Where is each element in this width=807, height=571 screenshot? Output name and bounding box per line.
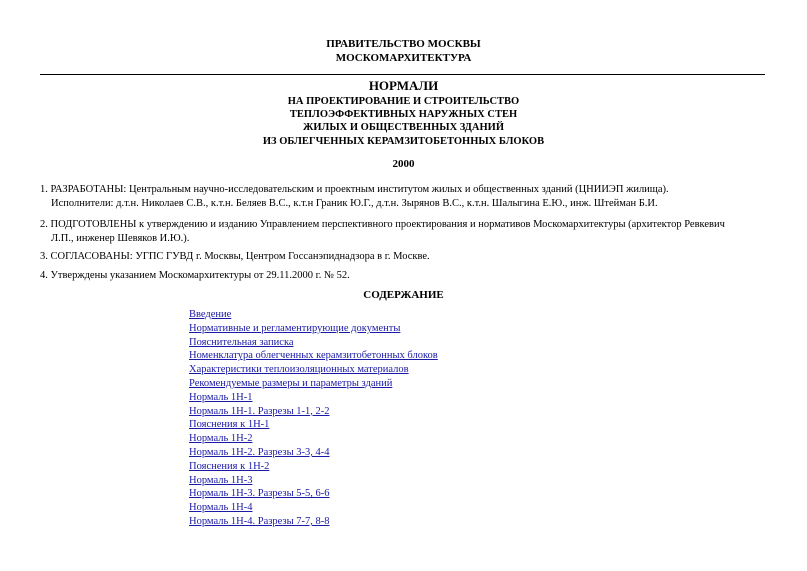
toc-link-norm-1n4[interactable]: Нормаль 1Н-4: [189, 502, 253, 514]
header-government: ПРАВИТЕЛЬСТВО МОСКВЫ: [326, 38, 481, 50]
subtitle-line: ЖИЛЫХ И ОБЩЕСТВЕННЫХ ЗДАНИЙ: [303, 122, 504, 134]
info-item-text: 1. РАЗРАБОТАНЫ: Центральным научно-исследовательским и проектным институтом жилых и общественных зданий (ЦНИИЭП жилища).: [40, 184, 669, 195]
header-agency: МОСКОМАРХИТЕКТУРА: [335, 52, 472, 64]
info-item-agreed: [40, 250, 765, 264]
document-subtitle: [0, 95, 807, 148]
toc-link-norm-1n2[interactable]: Нормаль 1Н-2: [189, 433, 253, 445]
info-item-continuation: Л.П., инженер Шевяков И.Ю.).: [51, 233, 190, 244]
subtitle-line: ТЕПЛОЭФФЕКТИВНЫХ НАРУЖНЫХ СТЕН: [289, 109, 518, 121]
toc-link-notes-1n2[interactable]: Пояснения к 1Н-2: [189, 460, 270, 472]
toc-link-norm-1n2-sections[interactable]: Нормаль 1Н-2. Разрезы 3-3, 4-4: [189, 446, 330, 458]
toc-link-norm-1n3-sections[interactable]: Нормаль 1Н-3. Разрезы 5-5, 6-6: [189, 488, 330, 500]
info-item-developed: [40, 183, 765, 211]
toc-link-normative-documents[interactable]: Нормативные и регламентирующие документы: [189, 322, 401, 334]
header-divider: [40, 74, 765, 75]
info-item-prepared: [40, 218, 765, 246]
subtitle-line: НА ПРОЕКТИРОВАНИЕ И СТРОИТЕЛЬСТВО: [287, 96, 520, 107]
toc-link-norm-1n4-sections[interactable]: Нормаль 1Н-4. Разрезы 7-7, 8-8: [189, 515, 330, 527]
toc-link-introduction[interactable]: Введение: [189, 309, 232, 320]
toc-link-notes-1n1[interactable]: Пояснения к 1Н-1: [189, 419, 270, 431]
toc-link-norm-1n1[interactable]: Нормаль 1Н-1: [189, 391, 253, 403]
info-item-approved: [40, 269, 765, 283]
subtitle-line: ИЗ ОБЛЕГЧЕННЫХ КЕРАМЗИТОБЕТОННЫХ БЛОКОВ: [262, 135, 545, 147]
toc-link-norm-1n1-sections[interactable]: Нормаль 1Н-1. Разрезы 1-1, 2-2: [189, 405, 330, 417]
info-item-text: 3. СОГЛАСОВАНЫ: УГПС ГУВД г. Москвы, Центром Госсанэпиднадзора в г. Москве.: [40, 251, 430, 262]
document-year: 2000: [392, 158, 415, 170]
document-title: НОРМАЛИ: [368, 78, 439, 93]
toc-link-norm-1n3[interactable]: Нормаль 1Н-3: [189, 474, 253, 486]
toc-link-block-nomenclature[interactable]: Номенклатура облегченных керамзитобетонных блоков: [189, 350, 438, 362]
toc-link-insulation-characteristics[interactable]: Характеристики теплоизоляционных материалов: [189, 364, 409, 376]
info-item-text: 2. ПОДГОТОВЛЕНЫ к утверждению и изданию Управлением перспективного проектирования и нормативов Москомархитектуры (архитектор Ревкевич: [40, 219, 725, 230]
info-item-continuation: Исполнители: д.т.н. Николаев С.В., к.т.н. Беляев В.С., к.т.н Граник Ю.Г., д.т.н. Зырянов В.С., к.т.н. Шалыгина Е.Ю., инж. Штейман Б.И.: [51, 198, 658, 209]
toc-link-explanatory-note[interactable]: Пояснительная записка: [189, 336, 294, 348]
info-item-text: 4. Утверждены указанием Москомархитектуры от 29.11.2000 г. № 52.: [40, 270, 350, 281]
table-of-contents: [189, 308, 438, 529]
toc-title: СОДЕРЖАНИЕ: [363, 289, 444, 301]
toc-link-building-parameters[interactable]: Рекомендуемые размеры и параметры зданий: [189, 377, 393, 389]
